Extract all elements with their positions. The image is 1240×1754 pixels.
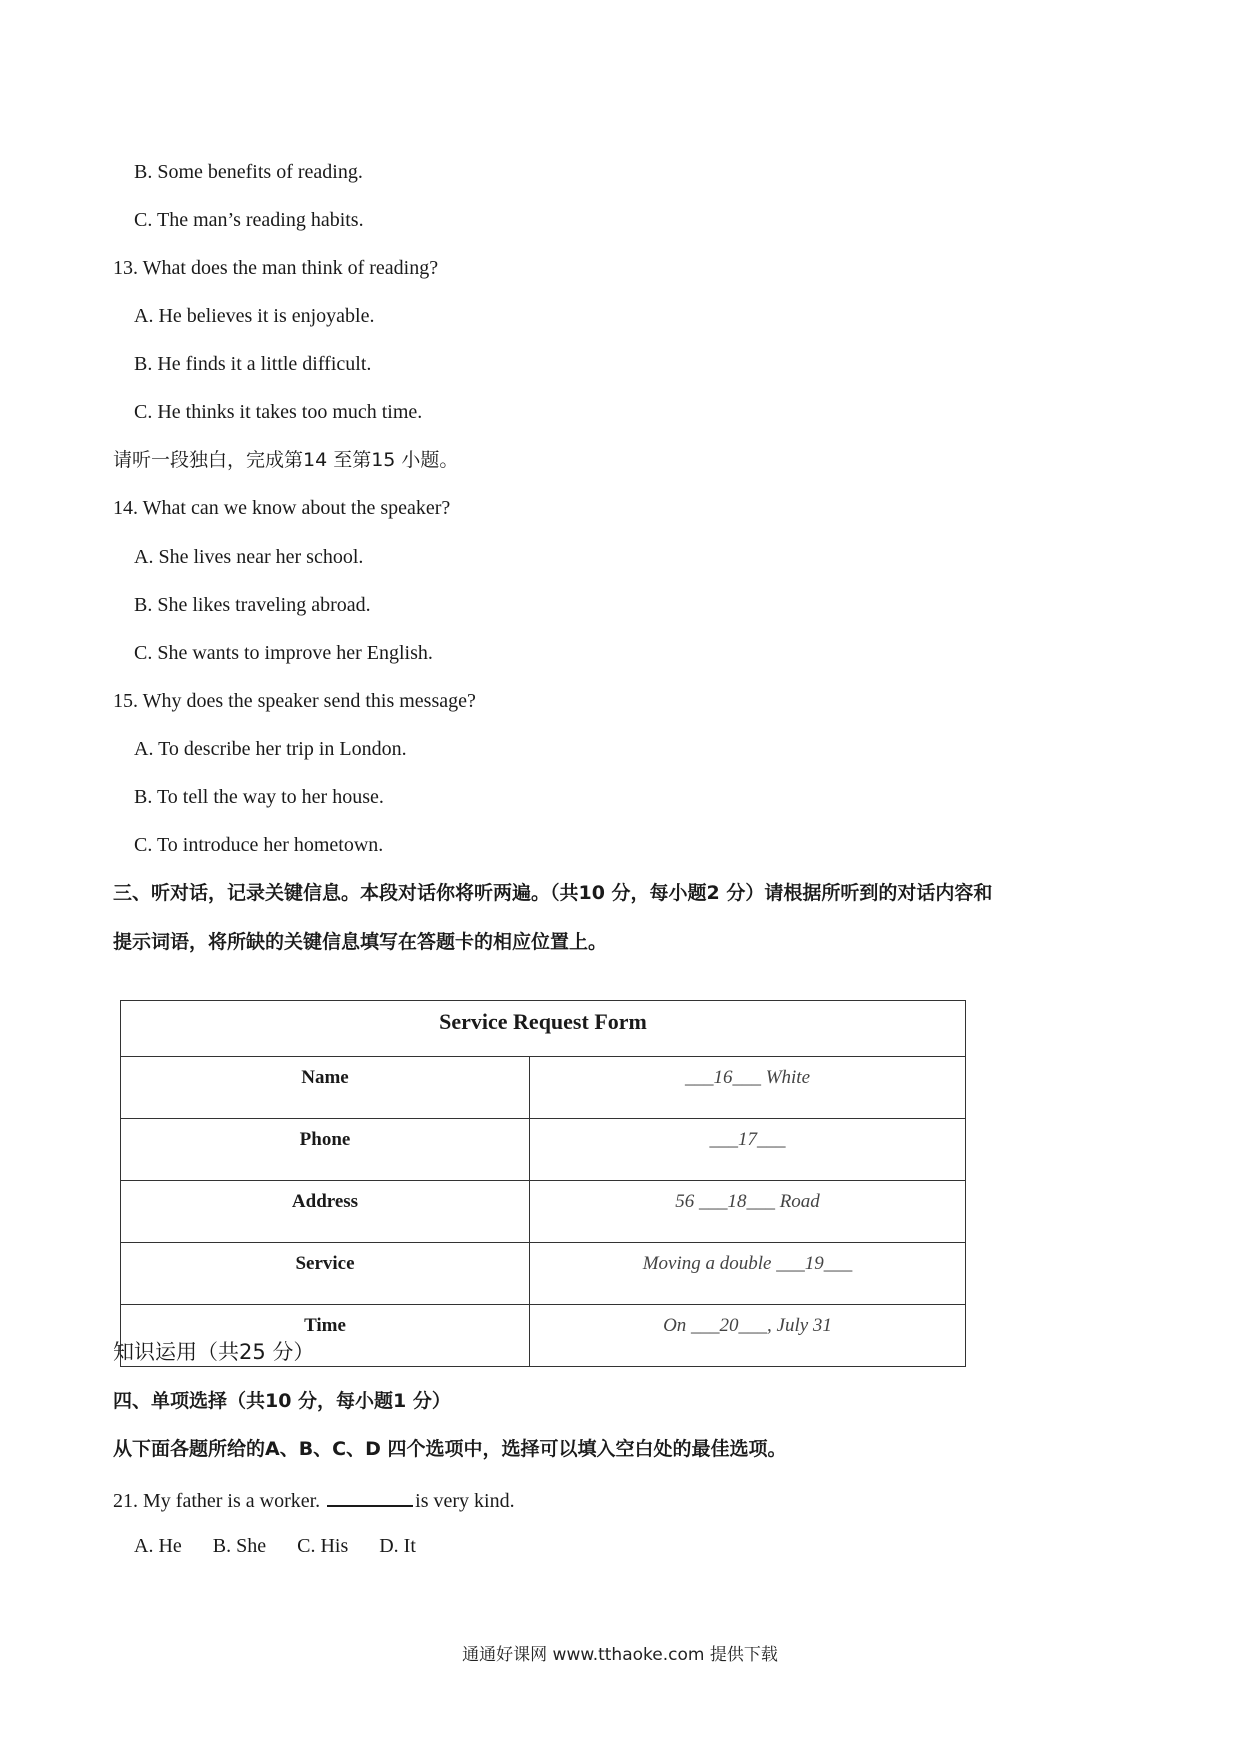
form-row-address xyxy=(121,1181,966,1243)
form-value-phone: ___17___ xyxy=(530,1119,966,1181)
monologue-intro: 请听一段独白，完成第14 至第15 小题。 xyxy=(113,449,459,471)
service-request-form xyxy=(120,1000,966,1367)
form-title: Service Request Form xyxy=(121,1001,966,1057)
q15-option-a: A. To describe her trip in London. xyxy=(134,738,407,760)
q21-question-after: is very kind. xyxy=(415,1490,515,1512)
q14-option-a: A. She lives near her school. xyxy=(134,546,364,568)
form-value-address: 56 ___18___ Road xyxy=(530,1181,966,1243)
form-value-name: ___16___ White xyxy=(530,1057,966,1119)
section4-heading: 四、单项选择（共10 分，每小题1 分） xyxy=(113,1390,451,1412)
form-row-service xyxy=(121,1243,966,1305)
form-label-name: Name xyxy=(121,1057,530,1119)
section3-heading-line1: 三、听对话，记录关键信息。本段对话你将听两遍。（共10 分，每小题2 分）请根据所听到的对话内容和 xyxy=(113,882,993,904)
q15-option-b: B. To tell the way to her house. xyxy=(134,786,384,808)
q12-option-c: C. The man’s reading habits. xyxy=(134,209,364,231)
form-row-phone xyxy=(121,1119,966,1181)
q14-question: 14. What can we know about the speaker? xyxy=(113,497,451,519)
q13-option-a: A. He believes it is enjoyable. xyxy=(134,305,375,327)
q21-question xyxy=(113,1485,515,1513)
form-label-address: Address xyxy=(121,1181,530,1243)
q14-option-c: C. She wants to improve her English. xyxy=(134,642,433,664)
page-footer: 通通好课网 www.tthaoke.com 提供下载 xyxy=(462,1645,778,1665)
section3-heading-line2: 提示词语，将所缺的关键信息填写在答题卡的相应位置上。 xyxy=(113,931,608,953)
q13-option-c: C. He thinks it takes too much time. xyxy=(134,401,423,423)
q13-option-b: B. He finds it a little difficult. xyxy=(134,353,372,375)
q14-option-b: B. She likes traveling abroad. xyxy=(134,594,371,616)
q21-options xyxy=(134,1534,442,1558)
form-value-time: On ___20___, July 31 xyxy=(530,1305,966,1367)
form-label-time: Time xyxy=(121,1305,530,1367)
q13-question: 13. What does the man think of reading? xyxy=(113,257,439,279)
form-label-phone: Phone xyxy=(121,1119,530,1181)
knowledge-heading: 知识运用（共25 分） xyxy=(113,1340,315,1364)
q21-blank xyxy=(327,1485,413,1507)
q12-option-b: B. Some benefits of reading. xyxy=(134,161,363,183)
q15-option-c: C. To introduce her hometown. xyxy=(134,834,384,856)
form-row-name xyxy=(121,1057,966,1119)
form-value-service: Moving a double ___19___ xyxy=(530,1243,966,1305)
q21-option-c: C. His xyxy=(297,1535,349,1557)
section4-instruction: 从下面各题所给的A、B、C、D 四个选项中，选择可以填入空白处的最佳选项。 xyxy=(113,1438,787,1460)
q15-question: 15. Why does the speaker send this message? xyxy=(113,690,476,712)
q21-option-b: B. She xyxy=(212,1535,267,1557)
q21-question-before: 21. My father is a worker. xyxy=(113,1490,321,1512)
q21-option-a: A. He xyxy=(134,1535,182,1557)
q21-option-d: D. It xyxy=(379,1535,416,1557)
form-label-service: Service xyxy=(121,1243,530,1305)
